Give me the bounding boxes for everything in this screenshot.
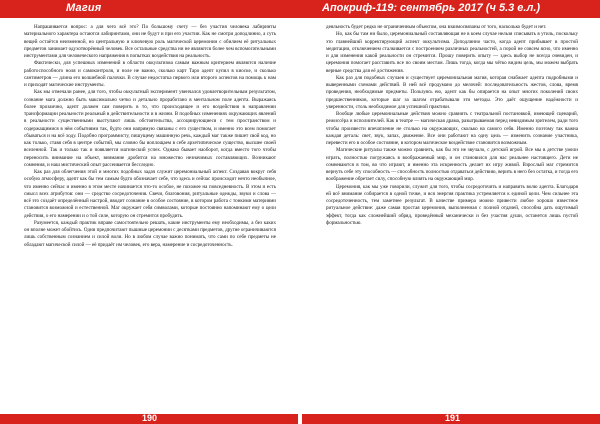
paragraph: Как раз для подобных случаев и существует церемониальная магия, которая снабжает адепта подробными и выверенными схемами действий. В ней всё продумано до мелочей: последовательность жестов, слова, время проведения, необходимые предметы. Пользуясь ею, адепт как бы опирается на опыт многих поколений своих предшественников, которые шаг за шагом отрабатывали эти методы. Это даёт ощущение надёжности и уверенности, столь необходимое для успешной практики.: [326, 74, 578, 110]
paragraph: Но, как бы там ни было, церемониальный составляющая не в коем случае нельзя списывать в утиль, поскольку это главнейший корректирующий аспект оккультизма. Доподлинно часто, когда адепт прибывает в простой медитации, отключением сталкивается с построением различных реальностей, а порой не совсем ясно, что именно и для изменения какой реальности он стремится. Прошу поверить опыту — здесь выбор не всегда очевиден, и церемония помогает расставить все по своим местам. Лишь тогда, когда мы чётко видим цель, мы можем выбрать верные средства для её достижения.: [326, 31, 578, 74]
page-number-left: 190: [142, 413, 158, 423]
page-number-right: 191: [445, 413, 461, 423]
paragraph: Фактически, для успешных изменений в области оккультизма самым важным критерием являются наличие работоспособного ноля и самоконтроля, и ноле не важно, сколько карт Таро адепт купил в киоске, и сколько сантиметров — длина его волшебной палочки. В случае недостатка первого или второго аспектов на помощь к нам и приходят магические инструменты.: [24, 60, 276, 88]
paragraph: Напрашивается вопрос: а для чего всё это? По большому счету — без участия человека лабиринты материального характера остаются лабиринтами, они не будут и при его участии. Как не смотри доподлинно, а суть вещей остаётся неизменной, но центральную и ключевую роль магической церемонии с обилием её ритуальных предметов занимает одухотворённый человек. Все остальные средства ни не являются более чем вспомогательными инструментами для человеческого напряжения в попытках воздействия на реальность.: [24, 24, 276, 59]
paragraph: Вообще любые церемониальные действия можно сравнить с театральной постановкой, имеющей сценарий, режиссёра и исполнителей. Как в театре — магическая драма, разыгрываемая перед невидимым зрителем, ради того чтобы произвести впечатление не столько на окружающих, сколько на самого себя. Именно поэтому так важна каждая деталь: свет, звук, запах, движение. Все они работают на одну цель — изменить сознание участника, перевести его в особое состояние, в котором магическое воздействие становится возможным.: [326, 111, 578, 146]
left-text-column: [24, 24, 276, 406]
paragraph: Разумеется, каждый практик вправе самостоятельно решать, какие инструменты ему необходимы, а без каких он вполне может обойтись. Одни предпочитают пышные церемонии с десятками предметов, другие ограничиваются лишь собственным сознанием и силой воли. Но в любом случае важно понимать, что сами по себе предметы не обладают магической силой — её придаёт им человек, его вера, намерение и сосредоточенность.: [24, 219, 276, 248]
right-text-column: [326, 24, 578, 406]
paragraph: Магические ритуалы также можно сравнить, как бы это не звучало, с детской игрой. Все мы в детстве умели играть, полностью погружаясь в воображаемый мир, и он становился для нас реальнее настоящего. Дети не сомневаются в том, во что играют, и именно эта искренность делает их игру живой. Взрослый маг стремится вернуть себе эту способность — способность полностью отдаваться действию, верить в него без остатка, и тогда его воображение обретает силу, способную влиять на окружающий мир.: [326, 147, 578, 183]
section-title: Магия: [66, 2, 102, 14]
paragraph: Как мы отмечали ранее, для того, чтобы оккультный эксперимент увенчался удовлетворительным результатом, сознание мага должно быть максимально четко и детально проработано в ментальном поле адепта. Выражаясь более прозаично, адепт должен сам поверить в то, что происходящее и его воздействия в направлении трансформации реальности реальный в действительности и в жизни. В подобных изменениях окружающих явлений в реальности существенными выступают лишь обстоятельства, ассоциирующиеся с тем пространством и содержащимися в нём событиями так, будто они напрямую связаны с его существом, и именно это всем помогает сбываться и на всё ходу. Подобно программисту, пишущему машинную речь, каждый маг также пишет свой код, но как только, ставя себя в центре событий, мы словно бы воплощаем в себе архетипическое существо, высшее своей вселенной. Так и только так и появляется магический успех. Однако бывает наоборот, когда вместо того чтобы переносить внимание на объект, внимание дробится на множество незначимых составляющих. Возникают сомнения, и наш мистический опыт рассеивается бесследно.: [24, 89, 276, 168]
paragraph: деяльность будет редко не ограниченным объектом, она взаимосвязаны от того, насколько будет и нет.: [326, 24, 547, 30]
paragraph: Как раз для облегчения этой и многих подобных задач служит церемониальный аспект. Создавая вокруг себя особую атмосферу, адепт как бы тем самым будто обозначает себе, что здесь и сейчас происходит нечто необычное, что именно сейчас и именно в этом месте начинается что-то особое, не похожее на повседневность. В этом и есть смысл всех атрибутов: они — средство сосредоточения. Свечи, благовония, ритуальные одежды, звуки и слова — всё это создаёт определённый настрой, вводит сознание в особое состояние, в котором работа с тонкими материями становится возможной и естественной. Маг окружает себя символами, которые постоянно напоминают ему о цели действия, о его намерении и о той силе, которую он стремится пробудить.: [24, 169, 276, 219]
paragraph: Церемония, как мы уже говорили, служит для того, чтобы сосредоточить и направить волю адепта. Благодаря ей всё внимание собирается в одной точке, и вся энергия практика устремляется к единой цели. Чем сильнее эта сосредоточенность, тем заметнее результат. В качестве примера можно привести любое хорошо известное ритуальное действие: даже самая простая церемония, выполненная с полной отдачей, способна дать ощутимый эффект, тогда как сложнейший обряд, проведённый механически и без участия души, останется лишь пустой формальностью.: [326, 183, 578, 226]
issue-title: Апокриф-119: сентябрь 2017 (ч 5.3 е.л.): [322, 2, 541, 14]
